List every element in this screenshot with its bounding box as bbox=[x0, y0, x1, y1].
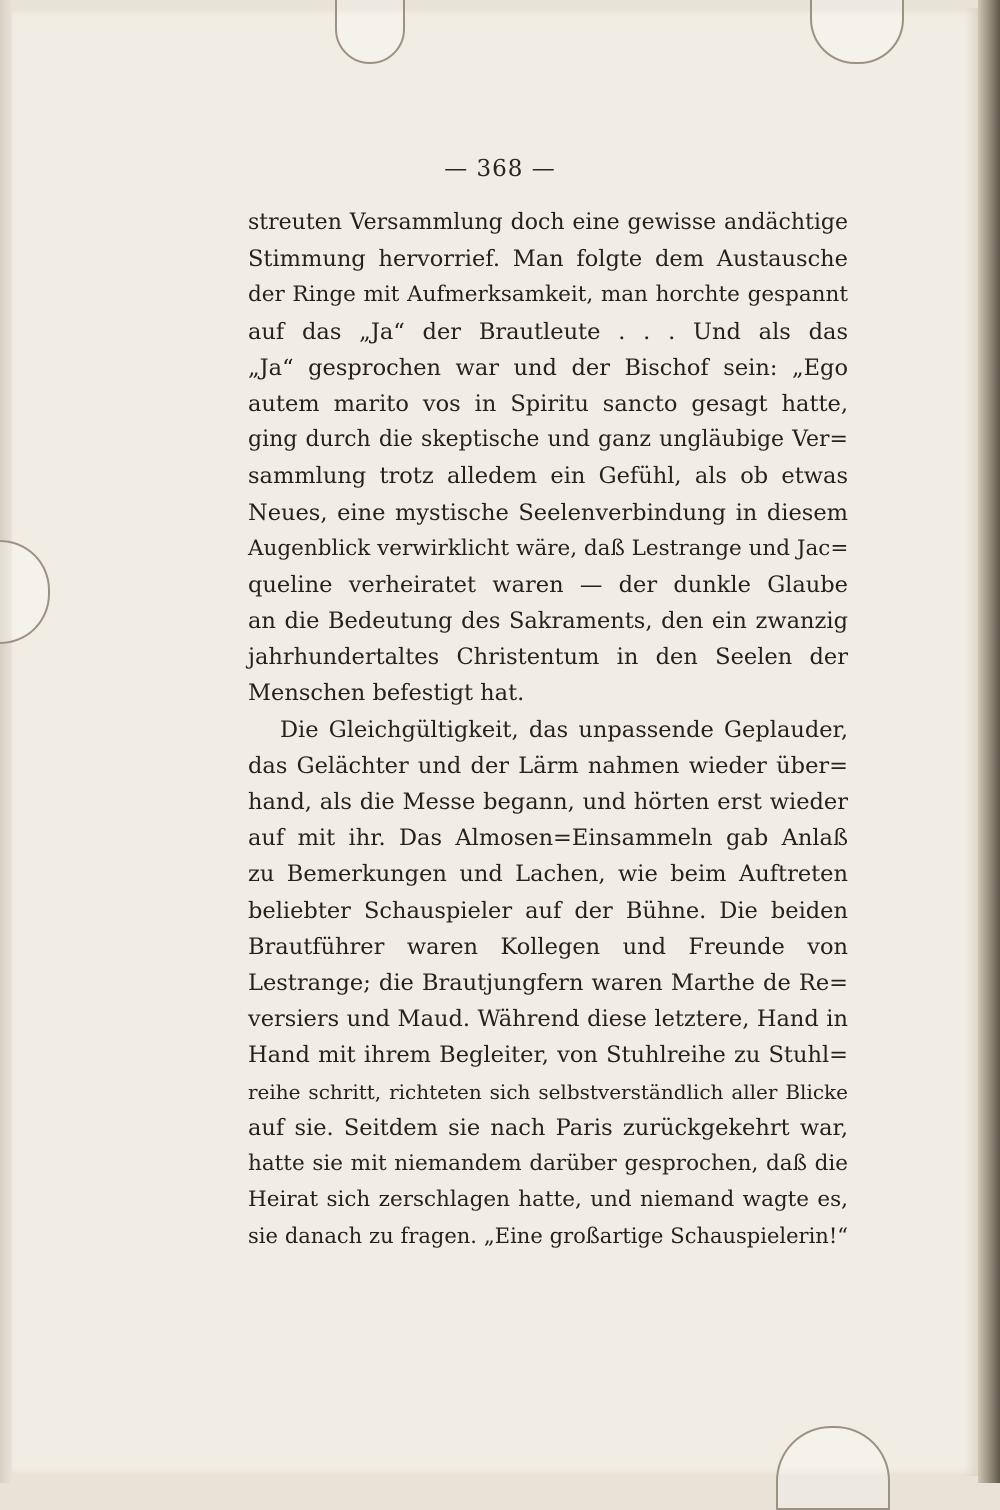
text-line: autem marito vos in Spiritu sancto gesagt hatte, bbox=[248, 390, 848, 417]
text-line: auf sie. Seitdem sie nach Paris zurückgekehrt war, bbox=[248, 1114, 848, 1141]
text-line: zu Bemerkungen und Lachen, wie beim Auftreten bbox=[248, 861, 848, 888]
page-number: — 368 — bbox=[444, 156, 556, 182]
text-line: der Ringe mit Aufmerksamkeit, man horchte gespannt bbox=[248, 282, 848, 308]
text-line: sie danach zu fragen. „Eine großartige Schauspielerin!“ bbox=[248, 1224, 848, 1249]
text-line: Lestrange; die Brautjungfern waren Marthe de Re= bbox=[248, 969, 848, 996]
text-line: hatte sie mit niemandem darüber gesprochen, daß die bbox=[248, 1150, 848, 1176]
text-line: Neues, eine mystische Seelenverbindung in diesem bbox=[248, 499, 848, 526]
text-line: an die Bedeutung des Sakraments, den ein zwanzig bbox=[248, 608, 848, 635]
text-line: auf mit ihr. Das Almosen=Einsammeln gab Anlaß bbox=[248, 825, 848, 852]
text-line: Hand mit ihrem Begleiter, von Stuhlreihe zu Stuhl= bbox=[248, 1042, 848, 1069]
text-line: Brautführer waren Kollegen und Freunde von bbox=[248, 933, 848, 960]
text-line: „Ja“ gesprochen war und der Bischof sein: „Ego bbox=[248, 354, 848, 381]
text-line: versiers und Maud. Während diese letztere, Hand in bbox=[248, 1006, 848, 1033]
text-line: Augenblick verwirklicht wäre, daß Lestrange und Jac= bbox=[248, 535, 849, 561]
text-line: Stimmung hervorrief. Man folgte dem Austausche bbox=[248, 246, 848, 273]
text-line: jahrhundertaltes Christentum in den Seelen der bbox=[248, 644, 848, 671]
text-line: auf das „Ja“ der Brautleute . . . Und als das bbox=[248, 318, 848, 345]
body-text bbox=[248, 205, 848, 1254]
text-line: queline verheiratet waren — der dunkle Glaube bbox=[248, 571, 848, 598]
text-line: hand, als die Messe begann, und hörten erst wieder bbox=[248, 789, 848, 815]
text-line: Heirat sich zerschlagen hatte, und niemand wagte es, bbox=[248, 1187, 848, 1213]
text-line: beliebter Schauspieler auf der Bühne. Die beiden bbox=[248, 897, 848, 924]
text-line: sammlung trotz alledem ein Gefühl, als ob etwas bbox=[248, 463, 848, 490]
text-line: das Gelächter und der Lärm nahmen wieder über= bbox=[248, 752, 848, 779]
text-line: streuten Versammlung doch eine gewisse andächtige bbox=[248, 210, 848, 235]
text-line: ging durch die skeptische und ganz ungläubige Ver= bbox=[248, 427, 848, 453]
page-right-edge bbox=[978, 0, 1000, 1483]
text-line: Die Gleichgültigkeit, das unpassende Geplauder, bbox=[280, 716, 848, 743]
text-line: Menschen befestigt hat. bbox=[248, 680, 525, 707]
text-line: reihe schritt, richteten sich selbstverständlich aller Blicke bbox=[248, 1079, 848, 1104]
